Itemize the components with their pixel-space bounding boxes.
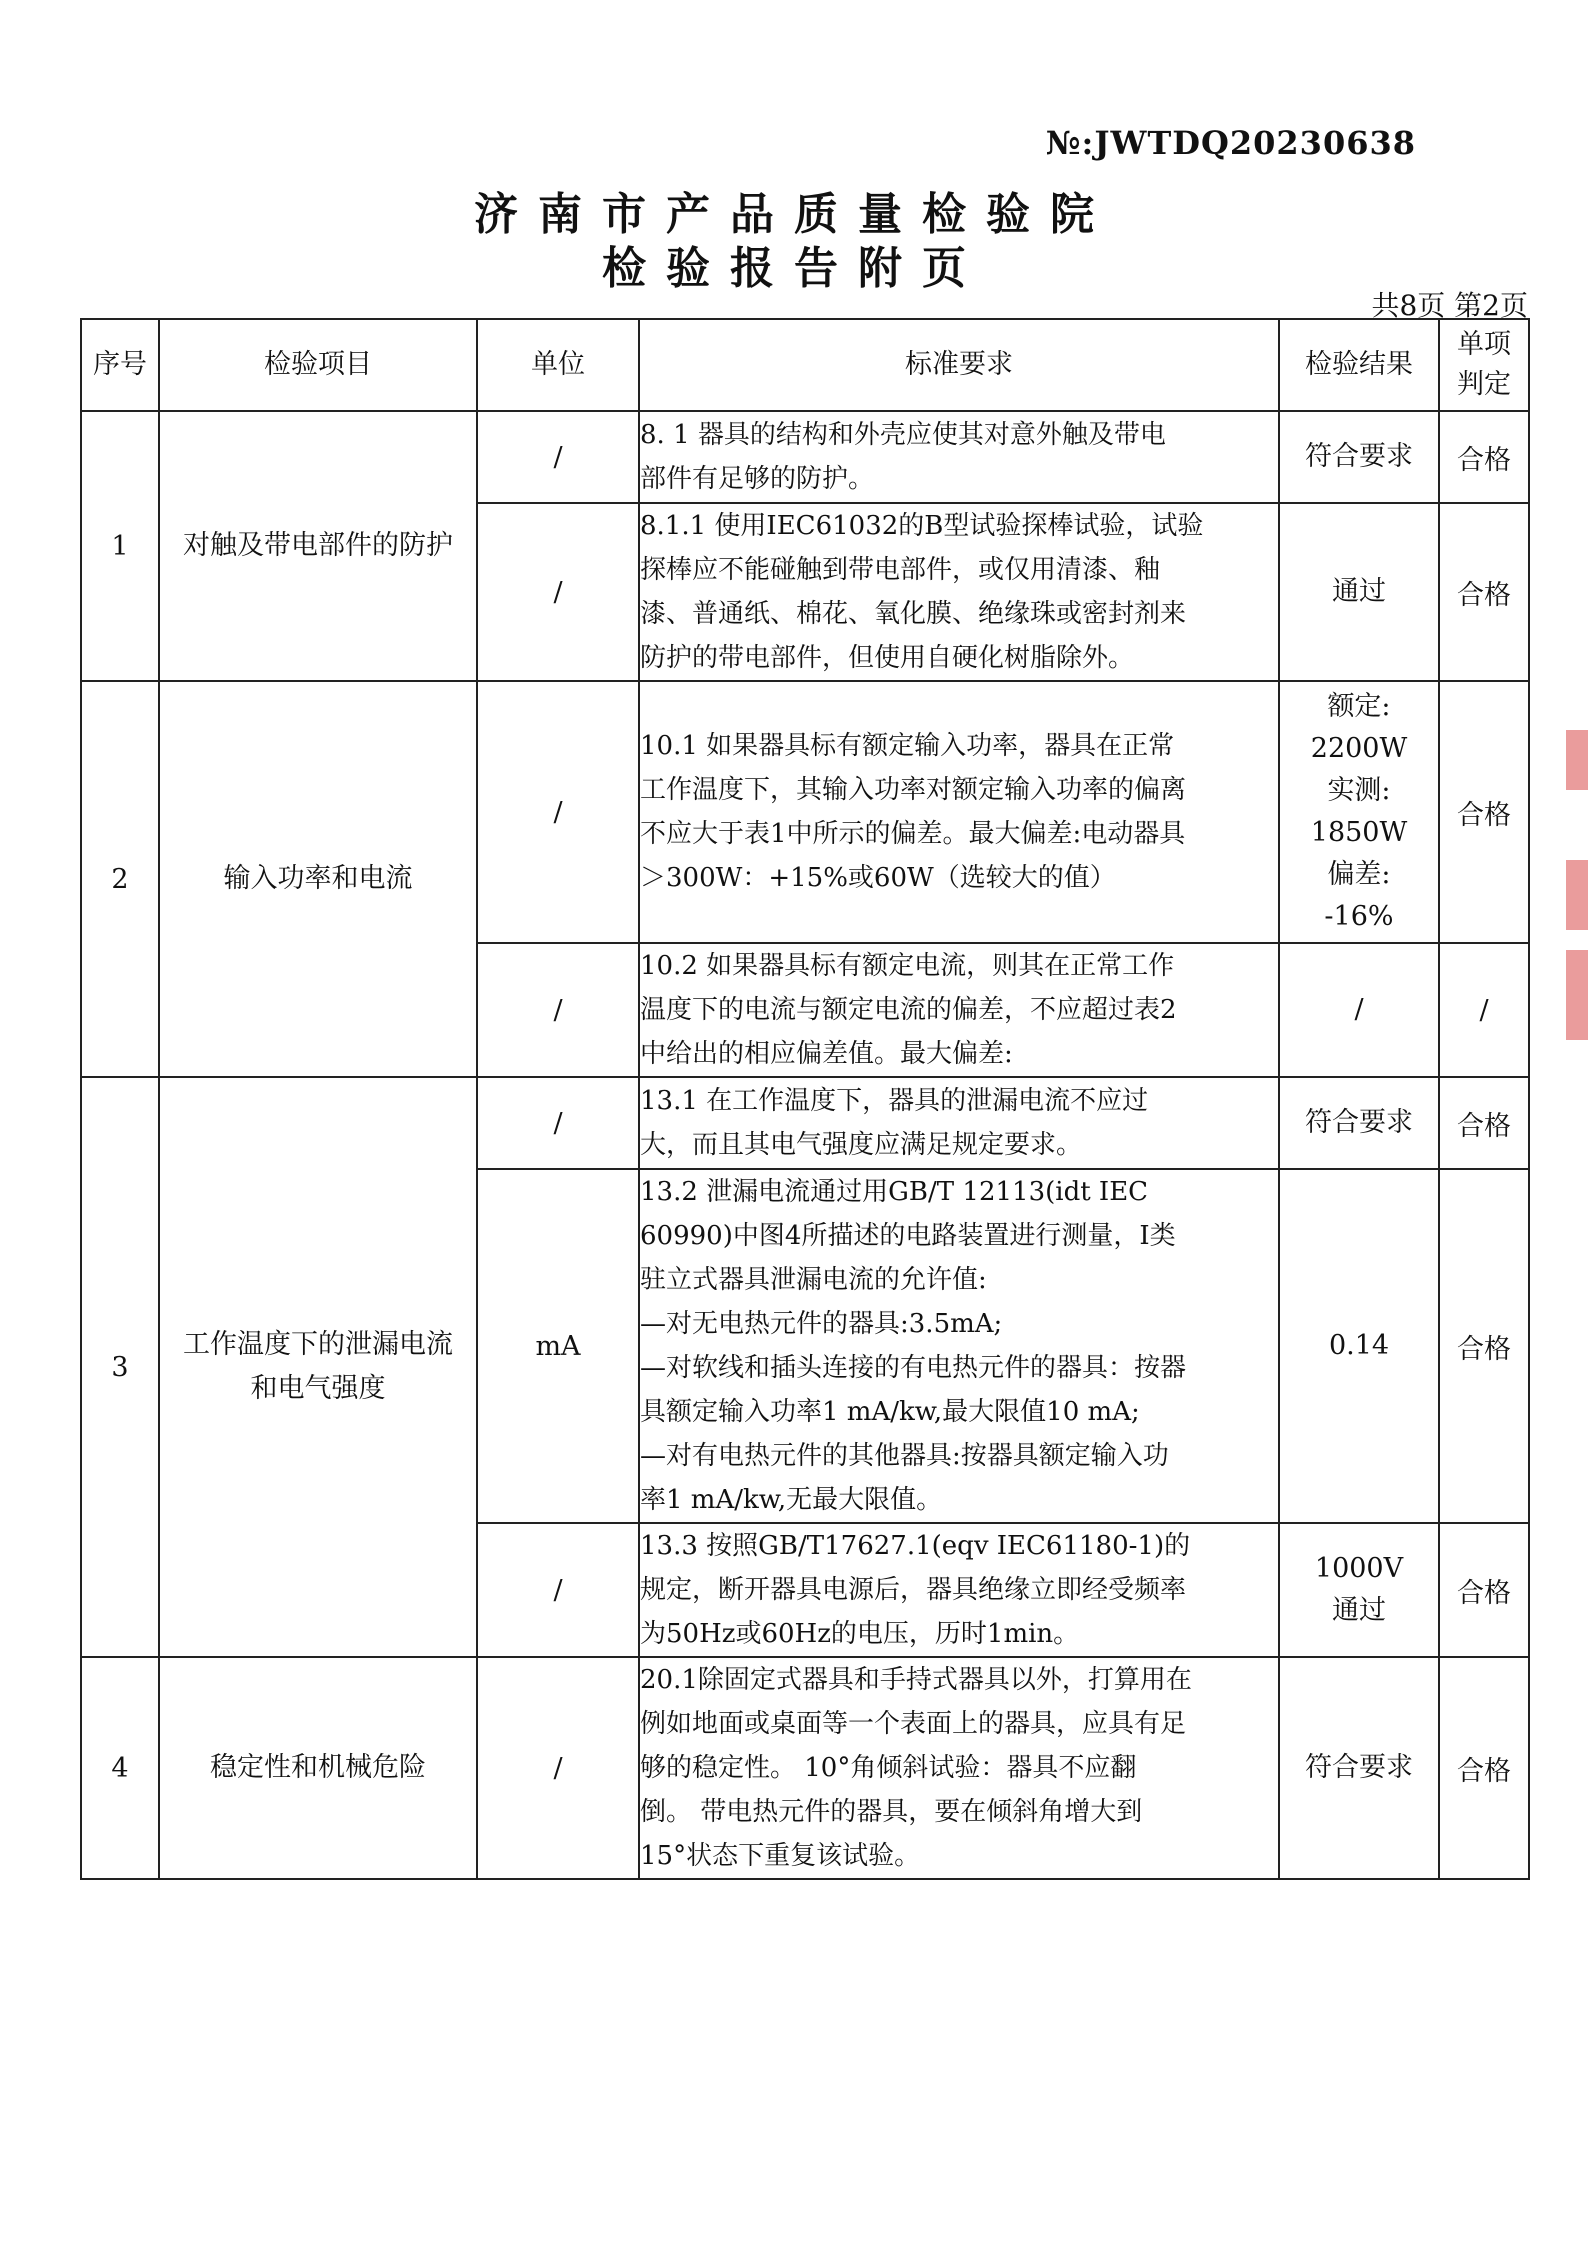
institute-title: 济南市产品质量检验院 (474, 189, 1114, 240)
standard-text-line: —对无电热元件的器具:3.5mA; (640, 1309, 1003, 1339)
item-cell (159, 411, 477, 681)
unit-cell: / (477, 1077, 639, 1169)
item-name-line: 和电气强度 (250, 1373, 386, 1404)
judgement-cell: 合格 (1439, 1657, 1529, 1879)
standard-text-line: 倒。 带电热元件的器具，要在倾斜角增大到 (640, 1797, 1143, 1827)
result-cell (1279, 681, 1439, 943)
result-text-line: 1000V (1314, 1553, 1404, 1584)
standard-text-line: 具额定输入功率1 mA/kw,最大限值10 mA; (640, 1397, 1140, 1427)
standard-text-line: 8. 1 器具的结构和外壳应使其对意外触及带电 (640, 420, 1166, 450)
standard-text-line: 大，而且其电气强度应满足规定要求。 (640, 1130, 1083, 1160)
standard-text-line: 为50Hz或60Hz的电压，历时1min。 (640, 1619, 1080, 1649)
standard-cell (639, 1077, 1279, 1169)
result-cell (1279, 1657, 1439, 1879)
unit-cell: / (477, 943, 639, 1077)
standard-cell (639, 1169, 1279, 1523)
header-seq: 序号 (81, 319, 159, 411)
result-text-line: 额定: (1327, 691, 1391, 722)
unit-cell: / (477, 681, 639, 943)
page-info: 共8页 第2页 (1371, 289, 1528, 322)
unit-cell: / (477, 1657, 639, 1879)
table-row (81, 411, 1529, 503)
standard-text-line: 够的稳定性。 10°角倾斜试验：器具不应翻 (640, 1753, 1137, 1783)
table-row (81, 1657, 1529, 1879)
header-judgement (1439, 319, 1529, 411)
standard-text-line: 工作温度下，其输入功率对额定输入功率的偏离 (640, 775, 1187, 805)
header-item: 检验项目 (159, 319, 477, 411)
judgement-cell: 合格 (1439, 1169, 1529, 1523)
header-standard: 标准要求 (639, 319, 1279, 411)
judgement-cell: 合格 (1439, 1077, 1529, 1169)
unit-cell: / (477, 503, 639, 681)
standard-text-line: 13.2 泄漏电流通过用GB/T 12113(idt IEC (640, 1177, 1149, 1207)
result-text-line: 0.14 (1328, 1330, 1390, 1361)
red-seal-fragment (1566, 730, 1588, 790)
standard-cell (639, 943, 1279, 1077)
standard-text-line: 规定，断开器具电源后，器具绝缘立即经受频率 (640, 1575, 1187, 1605)
standard-cell (639, 411, 1279, 503)
standard-cell (639, 1523, 1279, 1657)
result-text-line: -16% (1324, 901, 1394, 932)
inspection-table (80, 318, 1530, 1880)
red-seal-fragment (1566, 860, 1588, 930)
standard-text-line: 10.2 如果器具标有额定电流，则其在正常工作 (640, 951, 1175, 981)
seq-cell: 2 (81, 681, 159, 1077)
judgement-cell: 合格 (1439, 681, 1529, 943)
table-row (81, 1077, 1529, 1169)
header-result: 检验结果 (1279, 319, 1439, 411)
result-text-line: 1850W (1310, 817, 1408, 848)
standard-text-line: 中给出的相应偏差值。最大偏差: (640, 1039, 1013, 1069)
item-name-line: 工作温度下的泄漏电流 (183, 1329, 453, 1360)
standard-text-line: 例如地面或桌面等一个表面上的器具，应具有足 (640, 1709, 1187, 1739)
standard-text-line: 15°状态下重复该试验。 (640, 1841, 921, 1871)
standard-text-line: 探棒应不能碰触到带电部件，或仅用清漆、釉 (640, 555, 1161, 585)
result-cell (1279, 1523, 1439, 1657)
standard-text-line: —对软线和插头连接的有电热元件的器具：按器 (640, 1353, 1187, 1383)
judgement-cell: 合格 (1439, 503, 1529, 681)
unit-cell: mA (477, 1169, 639, 1523)
seq-cell: 3 (81, 1077, 159, 1657)
item-name-line: 输入功率和电流 (223, 863, 413, 894)
item-cell (159, 1077, 477, 1657)
result-text-line: 符合要求 (1305, 1107, 1413, 1138)
seq-cell: 1 (81, 411, 159, 681)
standard-text-line: 防护的带电部件，但使用自硬化树脂除外。 (640, 643, 1135, 673)
result-text-line: 偏差: (1327, 859, 1391, 890)
judgement-cell: / (1439, 943, 1529, 1077)
result-text-line: 实测: (1327, 775, 1391, 806)
result-cell (1279, 411, 1439, 503)
standard-text-line: 13.3 按照GB/T17627.1(eqv IEC61180-1)的 (640, 1531, 1191, 1561)
standard-cell (639, 503, 1279, 681)
standard-text-line: 部件有足够的防护。 (640, 464, 875, 494)
result-cell (1279, 943, 1439, 1077)
item-name-line: 对触及带电部件的防护 (183, 530, 453, 561)
judgement-cell: 合格 (1439, 411, 1529, 503)
standard-text-line: 不应大于表1中所示的偏差。最大偏差:电动器具 (640, 819, 1186, 849)
item-cell (159, 681, 477, 1077)
result-text-line: 通过 (1332, 576, 1386, 607)
header-judge-line2: 判定 (1457, 369, 1511, 400)
result-text-line: / (1354, 994, 1364, 1025)
standard-text-line: 13.1 在工作温度下，器具的泄漏电流不应过 (640, 1086, 1149, 1116)
judgement-cell: 合格 (1439, 1523, 1529, 1657)
seq-cell: 4 (81, 1657, 159, 1879)
result-text-line: 2200W (1310, 733, 1408, 764)
table-header-row (81, 319, 1529, 411)
standard-text-line: 驻立式器具泄漏电流的允许值: (640, 1265, 987, 1295)
standard-text-line: 漆、普通纸、棉花、氧化膜、绝缘珠或密封剂来 (640, 599, 1187, 629)
item-name-line: 稳定性和机械危险 (210, 1752, 426, 1783)
header-judge-line1: 单项 (1457, 329, 1511, 360)
item-cell (159, 1657, 477, 1879)
report-subtitle: 检验报告附页 (602, 243, 986, 294)
red-seal-fragment (1566, 950, 1588, 1040)
table-row (81, 681, 1529, 943)
report-number: №:JWTDQ20230638 (1045, 124, 1416, 162)
result-cell (1279, 1077, 1439, 1169)
standard-cell (639, 681, 1279, 943)
result-text-line: 符合要求 (1305, 1752, 1413, 1783)
standard-text-line: 温度下的电流与额定电流的偏差，不应超过表2 (640, 995, 1177, 1025)
unit-cell: / (477, 411, 639, 503)
standard-text-line: 10.1 如果器具标有额定输入功率，器具在正常 (640, 731, 1175, 761)
standard-text-line: 率1 mA/kw,无最大限值。 (640, 1485, 943, 1515)
standard-cell (639, 1657, 1279, 1879)
header-unit: 单位 (477, 319, 639, 411)
result-text-line: 通过 (1332, 1595, 1386, 1626)
unit-cell: / (477, 1523, 639, 1657)
standard-text-line: 20.1除固定式器具和手持式器具以外，打算用在 (640, 1665, 1192, 1695)
standard-text-line: ＞300W：+15%或60W（选较大的值） (640, 863, 1116, 893)
standard-text-line: —对有电热元件的其他器具:按器具额定输入功 (640, 1441, 1169, 1471)
standard-text-line: 8.1.1 使用IEC61032的B型试验探棒试验，试验 (640, 511, 1204, 541)
result-cell (1279, 503, 1439, 681)
result-cell (1279, 1169, 1439, 1523)
standard-text-line: 60990)中图4所描述的电路装置进行测量，Ⅰ类 (640, 1221, 1176, 1251)
result-text-line: 符合要求 (1305, 441, 1413, 472)
